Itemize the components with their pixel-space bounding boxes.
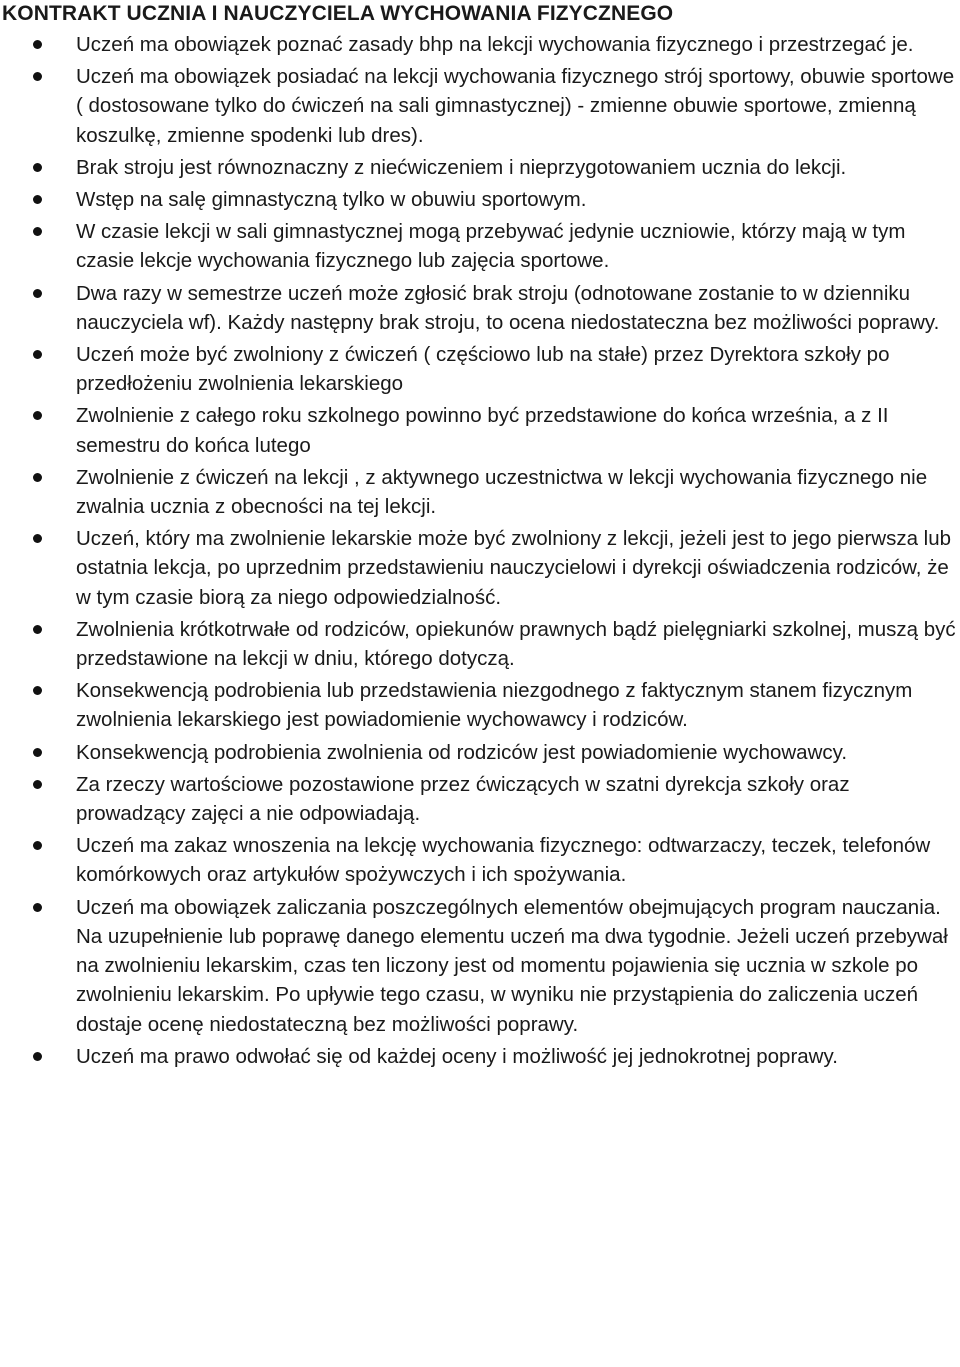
rule-item [0, 524, 960, 612]
rule-item [0, 340, 960, 398]
rule-text: Zwolnienie z ćwiczeń na lekcji , z aktywnego uczestnictwa w lekcji wychowania fizycznego nie zwalnia ucznia z obecności na tej lekcji. [76, 465, 928, 519]
rule-item [0, 217, 960, 275]
rule-item [0, 893, 960, 1039]
bullet-icon [33, 411, 42, 420]
bullet-icon [33, 163, 42, 172]
rule-item [0, 401, 960, 459]
rules-list [0, 30, 960, 1074]
rule-text: Brak stroju jest równoznaczny z niećwiczeniem i nieprzygotowaniem ucznia do lekcji. [76, 155, 847, 179]
bullet-icon [33, 686, 42, 695]
rule-text: Zwolnienia krótkotrwałe od rodziców, opiekunów prawnych bądź pielęgniarki szkolnej, muszą być przedstawione na lekcji w dniu, którego dotyczą. [76, 617, 956, 671]
rule-item [0, 62, 960, 150]
rule-text: Wstęp na salę gimnastyczną tylko w obuwiu sportowym. [76, 188, 587, 212]
bullet-icon [33, 625, 42, 634]
rule-text: W czasie lekcji w sali gimnastycznej mogą przebywać jedynie uczniowie, którzy mają w tym czasie lekcje wychowania fizycznego lub zajęcia sportowe. [76, 220, 906, 273]
rule-text: Uczeń ma obowiązek zaliczania poszczególnych elementów obejmujących program nauczania. Na uzupełnienie lub poprawę danego elementu uczeń ma dwa tygodnie. Jeżeli uczeń przebywał na zwolnieniu lekarskim, czas ten liczony jest od momentu pojawienia się ucznia w szkole po zwolnieniu lekarskim. Po upływie tego czasu, w wyniku nie przystąpienia do zaliczenia uczeń dostaje ocenę niedostateczną bez możliwości poprawy. [76, 895, 948, 1036]
bullet-icon [33, 350, 42, 359]
rule-text: Dwa razy w semestrze uczeń może zgłosić brak stroju (odnotowane zostanie to w dzienniku nauczyciela wf). Każdy następny brak stroju, to ocena niedostateczna bez możliwości poprawy. [76, 281, 940, 334]
rule-item [0, 1042, 960, 1071]
bullet-icon [33, 289, 42, 298]
bullet-icon [33, 1052, 42, 1061]
bullet-icon [33, 534, 42, 543]
rule-text: Uczeń ma zakaz wnoszenia na lekcję wychowania fizycznego: odtwarzaczy, teczek, telefonów komórkowych oraz artykułów spożywczych i ich spożywania. [76, 834, 931, 887]
rule-item [0, 770, 960, 828]
bullet-icon [33, 473, 42, 482]
rule-text: Uczeń ma obowiązek poznać zasady bhp na lekcji wychowania fizycznego i przestrzegać je. [76, 33, 914, 56]
rule-item [0, 185, 960, 214]
rule-item [0, 30, 960, 59]
rule-text: Uczeń ma obowiązek posiadać na lekcji wychowania fizycznego strój sportowy, obuwie sportowe ( dostosowane tylko do ćwiczeń na sali gimnastycznej) - zmienne obuwie sportowe, zmienną koszulkę, zmienne spodenki lub dres). [76, 65, 955, 147]
document-title: KONTRAKT UCZNIA I NAUCZYCIELA WYCHOWANIA FIZYCZNEGO [2, 2, 674, 25]
rule-text: Konsekwencją podrobienia lub przedstawienia niezgodnego z faktycznym stanem fizycznym zwolnienia lekarskiego jest powiadomienie wychowawcy i rodziców. [76, 679, 913, 732]
rule-text: Za rzeczy wartościowe pozostawione przez ćwiczących w szatni dyrekcja szkoły oraz prowadzący zajęci a nie odpowiadają. [76, 772, 850, 826]
bullet-icon [33, 72, 42, 81]
rule-item [0, 153, 960, 182]
bullet-icon [33, 780, 42, 789]
rule-text: Zwolnienie z całego roku szkolnego powinno być przedstawione do końca września, a z II semestru do końca lutego [76, 404, 889, 457]
rule-item [0, 279, 960, 337]
rule-text: Uczeń może być zwolniony z ćwiczeń ( częściowo lub na stałe) przez Dyrektora szkoły po przedłożeniu zwolnienia lekarskiego [76, 343, 890, 396]
rule-text: Konsekwencją podrobienia zwolnienia od rodziców jest powiadomienie wychowawcy. [76, 740, 848, 764]
rule-item [0, 463, 960, 521]
rule-item [0, 738, 960, 767]
rule-item [0, 676, 960, 734]
rule-item [0, 615, 960, 673]
rule-item [0, 831, 960, 889]
rule-text: Uczeń, który ma zwolnienie lekarskie może być zwolniony z lekcji, jeżeli jest to jego pierwsza lub ostatnia lekcja, po uprzednim przedstawieniu nauczycielowi i dyrekcji oświadczenia rodziców, że w tym czasie biorą za niego odpowiedzialność. [76, 527, 952, 609]
bullet-icon [33, 748, 42, 757]
rule-text: Uczeń ma prawo odwołać się od każdej oceny i możliwość jej jednokrotnej poprawy. [76, 1044, 838, 1068]
bullet-icon [33, 40, 42, 49]
bullet-icon [33, 195, 42, 204]
bullet-icon [33, 841, 42, 850]
bullet-icon [33, 227, 42, 236]
bullet-icon [33, 903, 42, 912]
